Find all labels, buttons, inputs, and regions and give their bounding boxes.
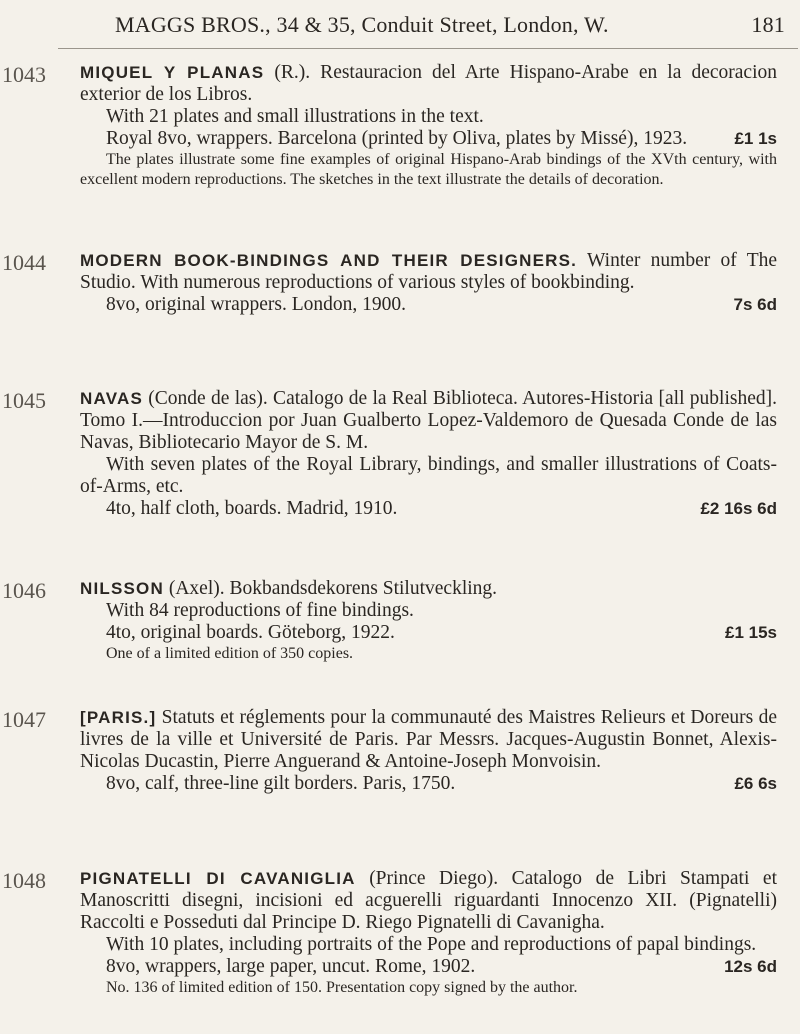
entry-remark: The plates illustrate some fine examples of original Hispano-Arab bindings of the XVth century, with excellent modern reproductions. The sketches in the text illustrate the details of decoration. xyxy=(80,151,777,188)
entry-imprint: Royal 8vo, wrappers. Barcelona (printed by Oliva, plates by Missé), 1923. xyxy=(106,128,688,149)
entry-number: 1048 xyxy=(2,868,46,893)
header-rule xyxy=(58,48,798,49)
entry-imprint-line xyxy=(80,498,777,520)
entry-body xyxy=(80,707,777,795)
entry-note: With seven plates of the Royal Library, bindings, and smaller illustrations of Coats-of-Arms, etc. xyxy=(80,454,777,497)
entry-title-text: (Axel). Bokbandsdekorens Stilutveckling. xyxy=(163,578,498,599)
entry-number: 1044 xyxy=(2,250,46,275)
entry-body xyxy=(80,250,777,316)
entry-note: With 10 plates, including portraits of the Pope and reproductions of papal bindings. xyxy=(106,934,757,955)
entry-imprint: 8vo, wrappers, large paper, uncut. Rome, 1902. xyxy=(106,956,476,977)
entry-author: NILSSON xyxy=(80,579,164,598)
running-header xyxy=(115,12,785,38)
entry-price: £2 16s 6d xyxy=(700,499,777,518)
entry-author: MODERN BOOK-BINDINGS AND THEIR DESIGNERS. xyxy=(80,251,578,270)
entry-title xyxy=(80,62,777,106)
entry-body xyxy=(80,388,777,520)
entry-imprint: 4to, half cloth, boards. Madrid, 1910. xyxy=(106,498,398,519)
entry-title-text: (Prince Diego). Catalogo de Libri Stampati et Manoscritti disegni, incisioni ed acguerelli riguardanti Innocenzo XII. (Pignatelli) Raccolti e Posseduti dal Principe D. Riego Pignatelli di Cavanigha. xyxy=(80,868,777,933)
entry-remark: No. 136 of limited edition of 150. Presentation copy signed by the author. xyxy=(106,979,578,996)
page-number: 181 xyxy=(751,12,785,37)
entry-imprint: 8vo, calf, three-line gilt borders. Paris, 1750. xyxy=(106,773,456,794)
entry-price: £6 6s xyxy=(734,774,777,793)
entry-title xyxy=(80,388,777,454)
entry-author: [PARIS.] xyxy=(80,708,157,727)
entry-number: 1045 xyxy=(2,388,46,413)
entry-imprint-line xyxy=(80,622,777,644)
entry-body xyxy=(80,868,777,998)
entry-price: £1 15s xyxy=(725,623,777,642)
entry-body xyxy=(80,62,777,190)
entry-title-text: (Conde de las). Catalogo de la Real Biblioteca. Autores-Historia [all published]. Tomo I.—Introduccion por Juan Gualberto Lopez-Valdemoro de Quesada Conde de las Navas, Bibliotecario Mayor de S. M. xyxy=(80,388,777,453)
running-title: MAGGS BROS., 34 & 35, Conduit Street, London, W. xyxy=(115,12,609,37)
entry-title xyxy=(80,578,777,600)
entry-title xyxy=(80,707,777,773)
entry-number: 1046 xyxy=(2,578,46,603)
entry-imprint-line xyxy=(80,128,777,150)
entry-note: With 21 plates and small illustrations in the text. xyxy=(106,106,484,127)
entry-note: With 84 reproductions of fine bindings. xyxy=(106,600,414,621)
entry-title xyxy=(80,250,777,294)
entry-title-text: Statuts et réglements pour la communauté des Maistres Relieurs et Doreurs de livres de la ville et Université de Paris. Par Messrs. Jacques-Augustin Bonnet, Alexis-Nicolas Ducastin, Pierre Anguerand & Antoine-Joseph Monvoisin. xyxy=(80,707,777,772)
entry-author: PIGNATELLI DI CAVANIGLIA xyxy=(80,869,356,888)
entry-price: 12s 6d xyxy=(724,957,777,976)
entry-imprint-line xyxy=(80,956,777,978)
entry-price: 7s 6d xyxy=(733,295,777,314)
entry-author: NAVAS xyxy=(80,389,143,408)
entry-body xyxy=(80,578,777,664)
entry-title-text: (R.). Restauracion del Arte Hispano-Arabe en la decoracion exterior de los Libros. xyxy=(80,62,777,105)
entry-price: £1 1s xyxy=(734,129,777,148)
entry-imprint-line xyxy=(80,294,777,316)
entry-imprint: 8vo, original wrappers. London, 1900. xyxy=(106,294,407,315)
entry-remark: One of a limited edition of 350 copies. xyxy=(106,645,354,662)
entry-title xyxy=(80,868,777,934)
entry-title-text: Winter number of The Studio. With numerous reproductions of various styles of bookbinding. xyxy=(80,250,778,293)
entry-number: 1043 xyxy=(2,62,46,87)
entry-imprint: 4to, original boards. Göteborg, 1922. xyxy=(106,622,395,643)
entry-imprint-line xyxy=(80,773,777,795)
entry-number: 1047 xyxy=(2,707,46,732)
entry-author: MIQUEL Y PLANAS xyxy=(80,63,265,82)
